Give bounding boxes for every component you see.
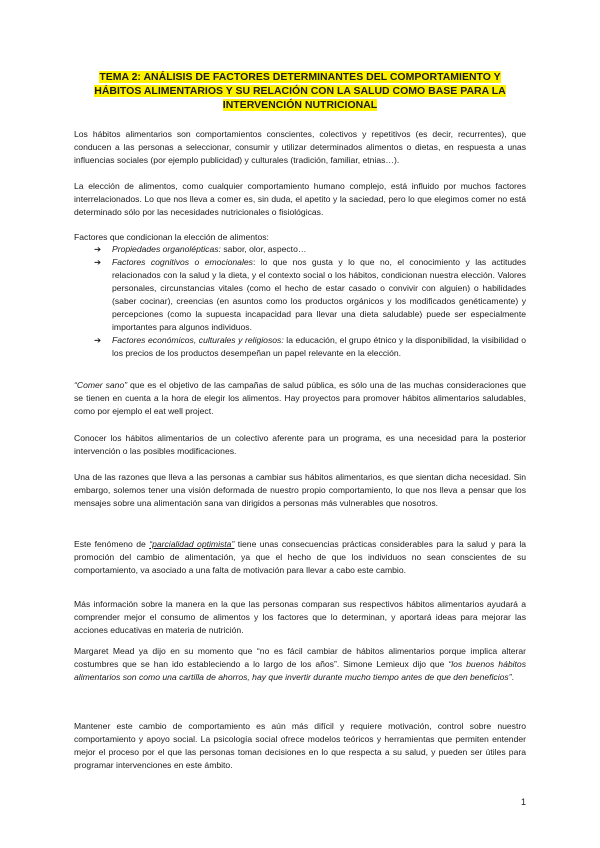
page-title [60,70,540,112]
paragraph-razones-cambio: Una de las razones que lleva a las personas a cambiar sus hábitos alimentarios, es que sientan dicha necesidad. Sin embargo, solemos tener una visión deformada de nuestro propio comportamiento, lo que nos lleva a pensar que los mensajes sobre una alimentación sana van dirigidos a personas más vulnerables que nosotros. [74,472,526,508]
list-item [94,243,526,256]
comer-sano-term: “Comer sano” [74,380,128,390]
paragraph-mas-informacion: Más información sobre la manera en la que las personas comparan sus respectivos hábitos alimentarios ayudará a comprender mejor el consumo de alimentos y los factores que lo determinan, y aportará ideas para mejorar las acciones educativas en materia de nutrición. [74,599,526,635]
arrow-icon: ➔ [94,335,102,345]
paragraph-margaret-mead [74,645,526,684]
parcialidad-term: “parcialidad optimista” [149,539,235,549]
factor-text: : lo que nos gusta y lo que no, el conocimiento y las actitudes relacionados con la salud y la dieta, y el contexto social o los hábitos, condicionan nuestra elección. Valores personales, circunstancias vitales (como el hecho de estar casado o convivir con alguien) o habilidades (saber cocinar), creencias (en asuntos como los productos orgánicos y los modificados genéticamente) y percepciones (como la supuesta incapacidad para llevar una dieta saludable) puede ser especialmente importantes para algunos individuos. [112,257,527,332]
mead-end: . [511,672,514,682]
paragraph-food-choice: La elección de alimentos, como cualquier comportamiento humano complejo, está influido por muchos factores interrelacionados. Lo que nos lleva a comer es, sin duda, el apetito y la saciedad, pero lo que elegimos comer no está determinado sólo por las necesidades nutricionales o fisiológicas. [74,181,526,217]
factor-term: Propiedades organolépticas: [112,244,221,254]
page-number: 1 [520,797,526,807]
mead-text: Margaret Mead ya dijo en su momento que “no es fácil cambiar de hábitos alimentarios porque implica alterar costumbres que se han ido estableciendo a lo largo de los años”. Simone Lemieux dijo que [74,646,526,669]
arrow-icon: ➔ [94,244,102,254]
paragraph-factors-intro: Factores que condicionan la elección de alimentos: [74,232,269,242]
factors-list [94,243,526,360]
list-item [94,334,526,360]
paragraph-parcialidad-optimista [74,538,526,577]
arrow-icon: ➔ [94,257,102,267]
title-line-1: TEMA 2: ANÁLISIS DE FACTORES DETERMINANTES DEL COMPORTAMIENTO Y [99,71,501,83]
paragraph-comer-sano [74,379,526,418]
paragraph-habits-definition: Los hábitos alimentarios son comportamientos conscientes, colectivos y repetitivos (es decir, recurrentes), que conducen a las personas a seleccionar, consumir y utilizar determinados alimentos o dietas, en respuesta a unas influencias sociales (por ejemplo publicidad) y culturales (tradición, familiar, etnias…). [74,129,526,165]
factor-term: Factores cognitivos o emocionales [112,257,253,267]
parcialidad-text: tiene unas consecuencias prácticas considerables para la salud y para la promoción del cambio de alimentación, ya que el hecho de que los individuos no sean conscientes de su comportamiento, va asociado a una falta de motivación para llevar a cabo este cambio. [74,539,527,575]
comer-sano-text: que es el objetivo de las campañas de salud pública, es sólo una de las muchas consideraciones que se tienen en cuenta a la hora de elegir los alimentos. Hay proyectos para promover hábitos alimentarios saludables, como por ejemplo el eat well project. [74,380,526,416]
title-line-3: INTERVENCIÓN NUTRICIONAL [222,99,378,111]
title-line-2: HÁBITOS ALIMENTARIOS Y SU RELACIÓN CON LA SALUD COMO BASE PARA LA [94,85,506,97]
factor-term: Factores económicos, culturales y religiosos: [112,335,284,345]
lemieux-quote: “los buenos hábitos alimentarios son como una cartilla de ahorros, hay que invertir durante mucho tiempo antes de que den beneficios” [74,659,527,682]
factor-text: sabor, olor, aspecto… [220,244,307,254]
list-item [94,256,526,334]
factor-text: la educación, el grupo étnico y la disponibilidad, la visibilidad o los precios de los productos desempeñan un papel relevante en la elección. [112,335,526,358]
paragraph-conocer-habitos: Conocer los hábitos alimentarios de un colectivo aferente para un programa, es una necesidad para la posterior intervención o las posibles modificaciones. [74,433,526,456]
parcialidad-prefix: Este fenómeno de [74,539,150,549]
paragraph-mantener-cambio: Mantener este cambio de comportamiento es aún más difícil y requiere motivación, control sobre nuestro comportamiento y apoyo social. La psicología social ofrece modelos teóricos y herramientas que permiten entender mejor el proceso por el que las personas toman decisiones en lo que respecta a su salud, y pueden ser útiles para programar intervenciones en este ámbito. [74,721,526,770]
